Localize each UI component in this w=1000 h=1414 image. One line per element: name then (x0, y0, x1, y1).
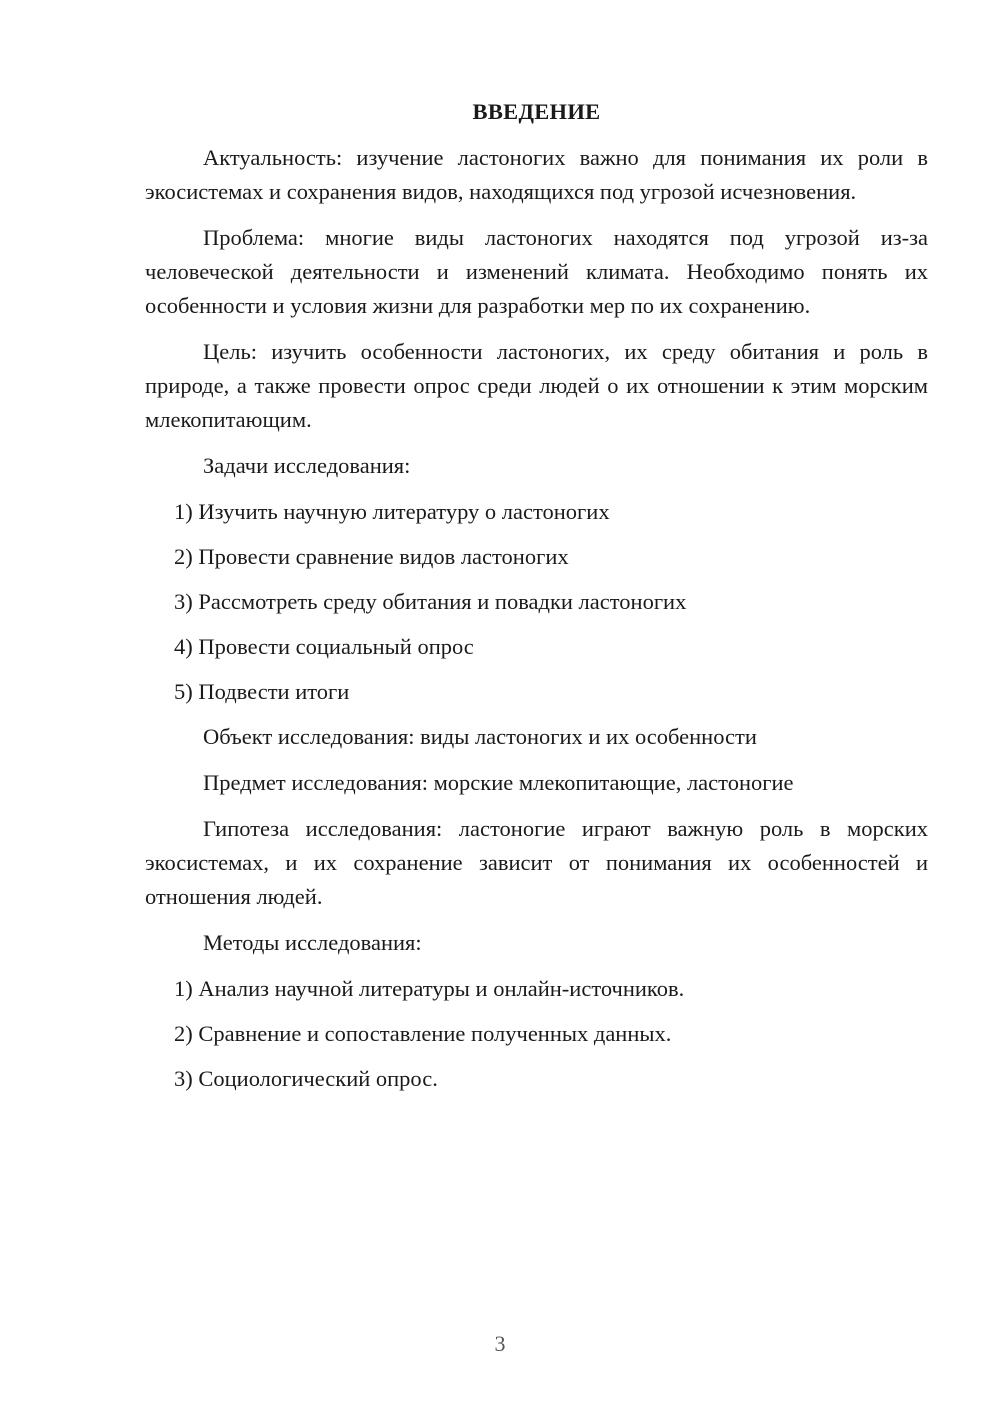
relevance-paragraph: Актуальность: изучение ластоногих важно для понимания их роли в экосистемах и сохранения видов, находящихся под угрозой исчезновения. (145, 145, 928, 204)
tasks-heading: Задачи исследования: (203, 453, 411, 478)
page-number: 3 (494, 1331, 506, 1356)
method-item: 1) Анализ научной литературы и онлайн-источников. (174, 976, 685, 1001)
page-title: ВВЕДЕНИЕ (472, 99, 601, 124)
task-item: 2) Провести сравнение видов ластоногих (174, 544, 569, 569)
method-item: 3) Социологический опрос. (174, 1066, 438, 1091)
page-content (145, 95, 928, 1107)
task-item: 3) Рассмотреть среду обитания и повадки ластоногих (174, 589, 687, 614)
task-item: 4) Провести социальный опрос (174, 634, 474, 659)
subject-paragraph: Предмет исследования: морские млекопитающие, ластоногие (203, 770, 794, 795)
task-item: 1) Изучить научную литературу о ластоногих (174, 499, 610, 524)
problem-paragraph: Проблема: многие виды ластоногих находятся под угрозой из-за человеческой деятельности и изменений климата. Необходимо понять их особенности и условия жизни для разработки мер по их сохранению. (145, 225, 928, 318)
object-paragraph: Объект исследования: виды ластоногих и их особенности (203, 724, 757, 749)
methods-list (145, 972, 928, 1096)
method-item: 2) Сравнение и сопоставление полученных данных. (174, 1021, 672, 1046)
task-item: 5) Подвести итоги (174, 679, 350, 704)
tasks-list (145, 495, 928, 709)
goal-paragraph: Цель: изучить особенности ластоногих, их среду обитания и роль в природе, а также провести опрос среди людей о их отношении к этим морским млекопитающим. (145, 339, 928, 432)
hypothesis-paragraph: Гипотеза исследования: ластоногие играют важную роль в морских экосистемах, и их сохранение зависит от понимания их особенностей и отношения людей. (145, 816, 928, 909)
methods-heading: Методы исследования: (203, 930, 422, 955)
